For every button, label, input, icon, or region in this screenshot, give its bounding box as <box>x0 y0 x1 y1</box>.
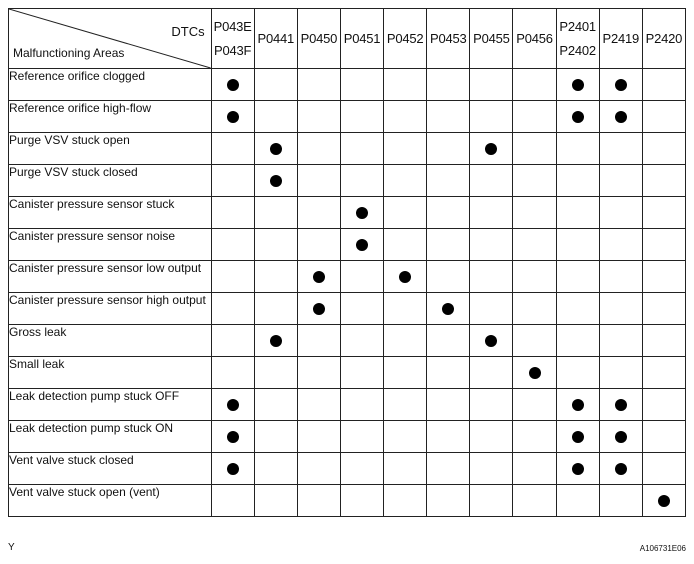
applicability-cell <box>470 453 513 485</box>
table-row <box>9 325 686 357</box>
dtc-code: P0450 <box>300 30 338 46</box>
applies-dot-icon <box>227 431 239 443</box>
applicability-cell <box>642 69 685 101</box>
applicability-cell <box>384 485 427 517</box>
applicability-cell <box>642 389 685 421</box>
table-row <box>9 133 686 165</box>
applicability-cell <box>340 197 383 229</box>
applicability-cell <box>297 485 340 517</box>
malfunction-area-label: Canister pressure sensor stuck <box>9 197 212 229</box>
applicability-cell <box>470 133 513 165</box>
applicability-cell <box>427 229 470 261</box>
applies-dot-icon <box>227 399 239 411</box>
applicability-cell <box>642 357 685 389</box>
applicability-cell <box>513 101 556 133</box>
applicability-cell <box>470 389 513 421</box>
malfunction-area-label: Vent valve stuck closed <box>9 453 212 485</box>
malfunctioning-areas-label: Malfunctioning Areas <box>13 46 125 60</box>
applicability-cell <box>470 165 513 197</box>
dtc-code: P0455 <box>473 30 510 46</box>
applies-dot-icon <box>356 239 368 251</box>
applicability-cell <box>556 165 599 197</box>
applicability-cell <box>297 453 340 485</box>
dtc-code: P0456 <box>516 30 553 46</box>
applies-dot-icon <box>572 111 584 123</box>
applicability-cell <box>254 165 297 197</box>
applicability-cell <box>642 133 685 165</box>
malfunction-area-label: Small leak <box>9 357 212 389</box>
applicability-cell <box>254 197 297 229</box>
applicability-cell <box>211 133 254 165</box>
applicability-cell <box>642 453 685 485</box>
malfunction-area-label: Reference orifice clogged <box>9 69 212 101</box>
figure-id: A106731E06 <box>639 544 686 553</box>
dtc-code: P2402 <box>559 42 596 58</box>
applicability-cell <box>599 453 642 485</box>
applicability-cell <box>384 325 427 357</box>
applicability-cell <box>297 357 340 389</box>
applicability-cell <box>384 357 427 389</box>
applicability-cell <box>297 261 340 293</box>
applicability-cell <box>340 229 383 261</box>
applicability-cell <box>384 421 427 453</box>
malfunction-area-label: Canister pressure sensor low output <box>9 261 212 293</box>
applicability-cell <box>599 261 642 293</box>
header-row <box>9 9 686 69</box>
applicability-cell <box>254 69 297 101</box>
applies-dot-icon <box>529 367 541 379</box>
applicability-cell <box>556 421 599 453</box>
applicability-cell <box>599 133 642 165</box>
applicability-cell <box>470 69 513 101</box>
dtcs-label: DTCs <box>171 24 205 39</box>
applicability-cell <box>427 357 470 389</box>
applies-dot-icon <box>313 303 325 315</box>
applicability-cell <box>556 101 599 133</box>
applicability-cell <box>340 389 383 421</box>
applicability-cell <box>513 357 556 389</box>
applies-dot-icon <box>615 111 627 123</box>
table-row <box>9 453 686 485</box>
applies-dot-icon <box>270 335 282 347</box>
applicability-cell <box>470 197 513 229</box>
applicability-cell <box>340 325 383 357</box>
applicability-cell <box>211 197 254 229</box>
applies-dot-icon <box>313 271 325 283</box>
applicability-cell <box>427 165 470 197</box>
applicability-cell <box>340 485 383 517</box>
applicability-cell <box>297 389 340 421</box>
applicability-cell <box>211 421 254 453</box>
applicability-cell <box>599 229 642 261</box>
table-row <box>9 165 686 197</box>
applicability-cell <box>513 165 556 197</box>
applicability-cell <box>254 325 297 357</box>
applicability-cell <box>254 293 297 325</box>
applicability-cell <box>642 325 685 357</box>
applicability-cell <box>642 197 685 229</box>
malfunction-area-label: Purge VSV stuck closed <box>9 165 212 197</box>
applicability-cell <box>599 421 642 453</box>
applicability-cell <box>340 357 383 389</box>
applies-dot-icon <box>572 431 584 443</box>
applicability-cell <box>556 133 599 165</box>
applicability-cell <box>599 197 642 229</box>
applies-dot-icon <box>485 143 497 155</box>
applicability-cell <box>599 165 642 197</box>
applicability-cell <box>513 453 556 485</box>
applicability-cell <box>470 229 513 261</box>
applicability-cell <box>470 293 513 325</box>
table-row <box>9 101 686 133</box>
applicability-cell <box>642 485 685 517</box>
applicability-cell <box>556 453 599 485</box>
applicability-cell <box>513 133 556 165</box>
dtc-code-header <box>427 9 470 69</box>
dtc-code: P0452 <box>386 30 424 46</box>
applicability-cell <box>599 101 642 133</box>
applicability-cell <box>254 389 297 421</box>
applicability-cell <box>470 101 513 133</box>
malfunction-area-label: Leak detection pump stuck ON <box>9 421 212 453</box>
applicability-cell <box>513 69 556 101</box>
table-row <box>9 421 686 453</box>
applicability-cell <box>513 421 556 453</box>
dtc-code: P0451 <box>343 30 381 46</box>
malfunction-area-label: Gross leak <box>9 325 212 357</box>
applicability-cell <box>211 325 254 357</box>
malfunction-area-label: Purge VSV stuck open <box>9 133 212 165</box>
dtc-code-header <box>642 9 685 69</box>
applicability-cell <box>211 293 254 325</box>
applicability-cell <box>556 357 599 389</box>
applicability-cell <box>297 197 340 229</box>
malfunction-area-label: Canister pressure sensor high output <box>9 293 212 325</box>
dtc-code-header <box>556 9 599 69</box>
applicability-cell <box>599 325 642 357</box>
applicability-cell <box>254 133 297 165</box>
applicability-cell <box>556 69 599 101</box>
dtc-code: P2401 <box>559 18 596 34</box>
applicability-cell <box>427 293 470 325</box>
applicability-cell <box>470 261 513 293</box>
dtc-code-header <box>340 9 383 69</box>
footer-left-mark: Y <box>8 542 15 553</box>
applicability-cell <box>340 293 383 325</box>
applies-dot-icon <box>572 79 584 91</box>
applicability-cell <box>513 485 556 517</box>
applicability-cell <box>384 101 427 133</box>
applies-dot-icon <box>615 79 627 91</box>
dtc-code: P2419 <box>602 30 640 46</box>
applicability-cell <box>254 261 297 293</box>
dtc-code: P0441 <box>257 30 295 46</box>
table-row <box>9 485 686 517</box>
applies-dot-icon <box>356 207 368 219</box>
applies-dot-icon <box>399 271 411 283</box>
applicability-cell <box>642 165 685 197</box>
table-row <box>9 293 686 325</box>
applicability-cell <box>254 453 297 485</box>
applicability-cell <box>513 261 556 293</box>
applicability-cell <box>427 485 470 517</box>
applicability-cell <box>427 421 470 453</box>
dtc-code-header <box>599 9 642 69</box>
applicability-cell <box>254 485 297 517</box>
applicability-cell <box>340 69 383 101</box>
table-row <box>9 357 686 389</box>
applicability-cell <box>297 293 340 325</box>
applicability-cell <box>427 261 470 293</box>
applicability-cell <box>254 357 297 389</box>
table-row <box>9 69 686 101</box>
applies-dot-icon <box>227 463 239 475</box>
applicability-cell <box>340 421 383 453</box>
applicability-cell <box>340 165 383 197</box>
applicability-cell <box>513 389 556 421</box>
applicability-cell <box>384 261 427 293</box>
applies-dot-icon <box>615 463 627 475</box>
applicability-cell <box>254 421 297 453</box>
applies-dot-icon <box>572 399 584 411</box>
applicability-cell <box>642 421 685 453</box>
applicability-cell <box>340 453 383 485</box>
applicability-cell <box>384 293 427 325</box>
dtc-code-header <box>211 9 254 69</box>
applicability-cell <box>384 133 427 165</box>
dtc-code-header <box>470 9 513 69</box>
applies-dot-icon <box>615 399 627 411</box>
applicability-cell <box>556 261 599 293</box>
applicability-cell <box>211 229 254 261</box>
applicability-cell <box>297 101 340 133</box>
applicability-cell <box>340 101 383 133</box>
applicability-cell <box>556 389 599 421</box>
applicability-cell <box>513 293 556 325</box>
applicability-cell <box>556 485 599 517</box>
dtc-code-header <box>384 9 427 69</box>
applicability-cell <box>427 389 470 421</box>
applicability-cell <box>211 485 254 517</box>
applicability-cell <box>642 261 685 293</box>
applies-dot-icon <box>270 175 282 187</box>
applicability-cell <box>427 133 470 165</box>
applicability-cell <box>211 357 254 389</box>
applicability-cell <box>384 389 427 421</box>
malfunction-area-label: Reference orifice high-flow <box>9 101 212 133</box>
table-row <box>9 229 686 261</box>
dtc-code: P0453 <box>429 30 467 46</box>
table-row <box>9 261 686 293</box>
applicability-cell <box>427 325 470 357</box>
applicability-cell <box>427 197 470 229</box>
applicability-cell <box>297 133 340 165</box>
applicability-cell <box>211 101 254 133</box>
applies-dot-icon <box>227 111 239 123</box>
applicability-cell <box>211 69 254 101</box>
applicability-cell <box>513 325 556 357</box>
applicability-cell <box>642 293 685 325</box>
table-row <box>9 197 686 229</box>
dtc-code: P2420 <box>645 30 683 46</box>
applicability-cell <box>470 485 513 517</box>
applicability-cell <box>297 229 340 261</box>
applies-dot-icon <box>615 431 627 443</box>
applicability-cell <box>556 293 599 325</box>
applies-dot-icon <box>270 143 282 155</box>
applicability-cell <box>599 389 642 421</box>
applicability-cell <box>513 229 556 261</box>
dtc-code-header <box>297 9 340 69</box>
applicability-cell <box>470 421 513 453</box>
applicability-cell <box>340 261 383 293</box>
applicability-cell <box>556 325 599 357</box>
applicability-cell <box>254 101 297 133</box>
applicability-cell <box>211 453 254 485</box>
dtc-code: P043F <box>214 42 252 58</box>
applies-dot-icon <box>227 79 239 91</box>
applies-dot-icon <box>658 495 670 507</box>
applicability-cell <box>556 197 599 229</box>
applicability-cell <box>599 293 642 325</box>
applicability-cell <box>599 357 642 389</box>
malfunction-area-label: Vent valve stuck open (vent) <box>9 485 212 517</box>
applicability-cell <box>297 421 340 453</box>
applicability-cell <box>427 101 470 133</box>
applicability-cell <box>556 229 599 261</box>
dtc-code: P043E <box>213 18 252 34</box>
applicability-cell <box>599 69 642 101</box>
applicability-cell <box>513 197 556 229</box>
matrix-body <box>9 69 686 517</box>
applicability-cell <box>470 357 513 389</box>
applicability-cell <box>211 389 254 421</box>
corner-header-cell <box>9 9 212 69</box>
applicability-cell <box>211 165 254 197</box>
malfunction-area-label: Canister pressure sensor noise <box>9 229 212 261</box>
applicability-cell <box>384 197 427 229</box>
applicability-cell <box>297 325 340 357</box>
applicability-cell <box>297 69 340 101</box>
applies-dot-icon <box>572 463 584 475</box>
applicability-cell <box>599 485 642 517</box>
malfunction-area-label: Leak detection pump stuck OFF <box>9 389 212 421</box>
dtc-code-header <box>513 9 556 69</box>
applicability-cell <box>470 325 513 357</box>
applicability-cell <box>642 229 685 261</box>
table-row <box>9 389 686 421</box>
applicability-cell <box>340 133 383 165</box>
applicability-cell <box>642 101 685 133</box>
applicability-cell <box>427 69 470 101</box>
applicability-cell <box>297 165 340 197</box>
applicability-cell <box>384 453 427 485</box>
applicability-cell <box>384 69 427 101</box>
applicability-cell <box>427 453 470 485</box>
applies-dot-icon <box>442 303 454 315</box>
dtc-code-header <box>254 9 297 69</box>
applicability-cell <box>254 229 297 261</box>
applies-dot-icon <box>485 335 497 347</box>
applicability-cell <box>211 261 254 293</box>
applicability-cell <box>384 229 427 261</box>
applicability-cell <box>384 165 427 197</box>
dtc-matrix-table <box>8 8 686 517</box>
